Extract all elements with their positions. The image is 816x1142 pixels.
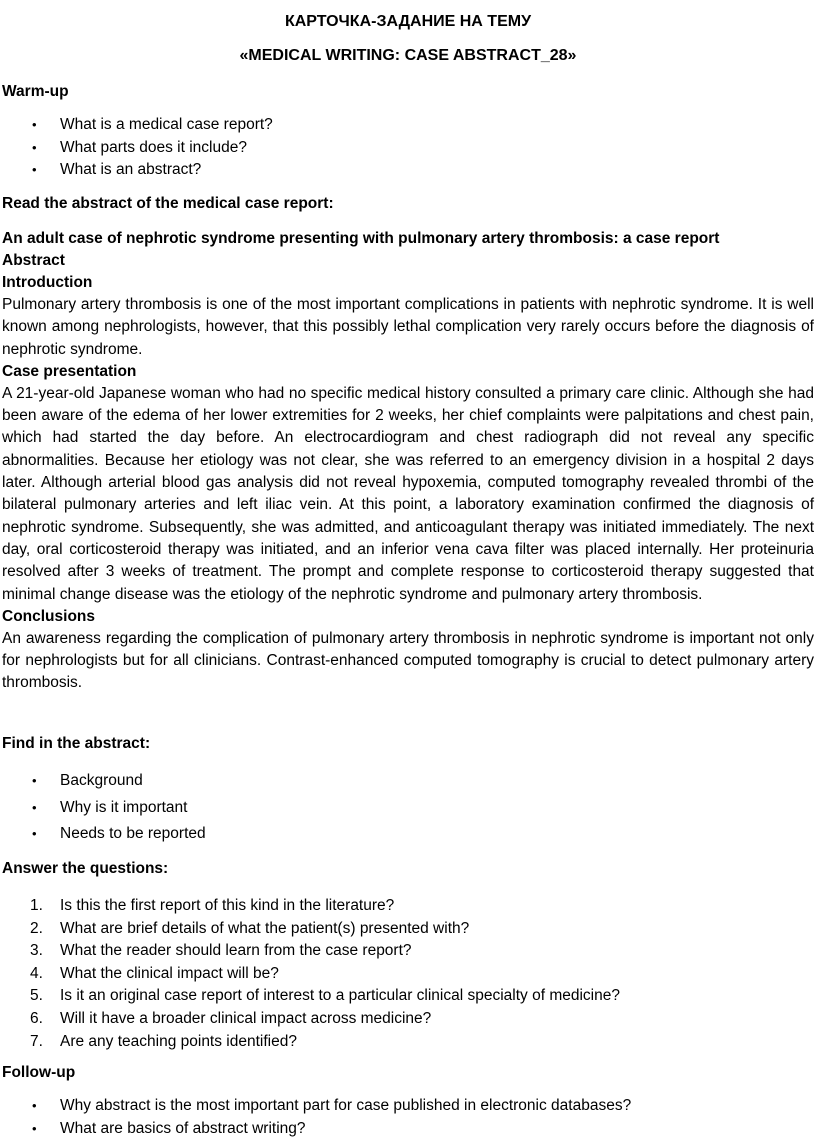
answer-list [2, 895, 814, 1053]
followup-list-block [2, 1095, 814, 1140]
list-item: 7. Are any teaching points identified? [30, 1032, 297, 1050]
document-title-line1: КАРТОЧКА-ЗАДАНИЕ НА ТЕМУ [284, 13, 532, 30]
warmup-list [2, 114, 814, 182]
list-item: • Why is it important [2, 795, 814, 822]
document-title-line2: «MEDICAL WRITING: CASE ABSTRACT_28» [239, 47, 577, 64]
introduction-heading: Introduction [2, 274, 93, 291]
warmup-section [2, 81, 814, 103]
list-item: • What is a medical case report? [2, 114, 814, 137]
list-item: 2. What are brief details of what the patient(s) presented with? [30, 919, 470, 937]
answer-section [2, 858, 814, 880]
list-item: 6. Will it have a broader clinical impact across medicine? [30, 1009, 432, 1027]
list-item: 3. What the reader should learn from the case report? [30, 942, 412, 960]
list-item: • What parts does it include? [2, 137, 814, 160]
list-item: • Why abstract is the most important part for case published in electronic databases? [2, 1095, 814, 1118]
case-presentation-heading: Case presentation [2, 362, 137, 380]
followup-section [2, 1062, 814, 1084]
bullet-icon: • [32, 1098, 37, 1113]
introduction-text: Pulmonary artery thrombosis is one of the most important complications in patients with nephrotic syndrome. It is well known among nephrologists, however, that this possibly lethal complication very rarely occurs before the diagnosis of nephrotic syndrome. [2, 296, 814, 358]
article-abstract [2, 228, 814, 695]
bullet-icon: • [32, 1120, 37, 1136]
conclusions-text: An awareness regarding the complication of pulmonary artery thrombosis in nephrotic syndrome is important not only for nephrologists but for all clinicians. Contrast-enhanced computed tomography is crucial to detect pulmonary artery thrombosis. [2, 629, 814, 692]
warmup-list-block [2, 114, 814, 182]
list-item: 4. What the clinical impact will be? [30, 964, 279, 982]
conclusions-heading: Conclusions [2, 607, 96, 625]
list-item: 1. Is this the first report of this kind in the literature? [30, 897, 395, 914]
article-title: An adult case of nephrotic syndrome presenting with pulmonary artery thrombosis: a case report [2, 230, 720, 247]
warmup-heading: Warm-up [2, 83, 69, 100]
bullet-icon: • [32, 162, 37, 178]
read-section [2, 193, 814, 215]
answer-heading: Answer the questions: [2, 860, 169, 877]
list-item: • Background [2, 768, 814, 795]
followup-heading: Follow-up [2, 1064, 76, 1081]
case-presentation-text: A 21-year-old Japanese woman who had no specific medical history consulted a primary care clinic. Although she had been aware of the edema of her lower extremities for 2 weeks, her chief complaints were palpitations and chest pain, which had started the day before. An electrocardiogram and chest radiograph did not reveal any specific abnormalities. Because her etiology was not clear, she was referred to an emergency division in a hospital 2 days later. Although arterial blood gas analysis did not reveal hypoxemia, computed tomography revealed thrombi of the bilateral pulmonary arteries and left iliac vein. At this point, a laboratory examination confirmed the diagnosis of nephrotic syndrome. Subsequently, she was admitted, and anticoagulant therapy was initiated immediately. The next day, oral corticosteroid therapy was initiated, and an inferior vena cava filter was placed internally. Her proteinuria resolved after 3 weeks of treatment. The prompt and complete response to corticosteroid therapy suggested that minimal change disease was the etiology of the nephrotic syndrome and pulmonary artery thrombosis. [2, 384, 814, 603]
bullet-icon: • [32, 799, 37, 815]
bullet-icon: • [32, 826, 37, 842]
bullet-icon: • [32, 139, 37, 155]
find-list [2, 768, 814, 848]
find-list-block [2, 768, 814, 848]
abstract-label: Abstract [2, 252, 65, 269]
list-item: • What is an abstract? [2, 159, 814, 182]
followup-list [2, 1095, 814, 1140]
list-item: • Needs to be reported [2, 821, 814, 848]
bullet-icon: • [32, 773, 37, 788]
answer-list-block [2, 895, 814, 1053]
list-item: 5. Is it an original case report of interest to a particular clinical specialty of medicine? [30, 987, 620, 1005]
read-heading: Read the abstract of the medical case report: [2, 195, 334, 212]
list-item: • What are basics of abstract writing? [2, 1118, 814, 1141]
find-section [2, 733, 814, 755]
find-heading: Find in the abstract: [2, 735, 151, 752]
bullet-icon: • [32, 117, 37, 132]
